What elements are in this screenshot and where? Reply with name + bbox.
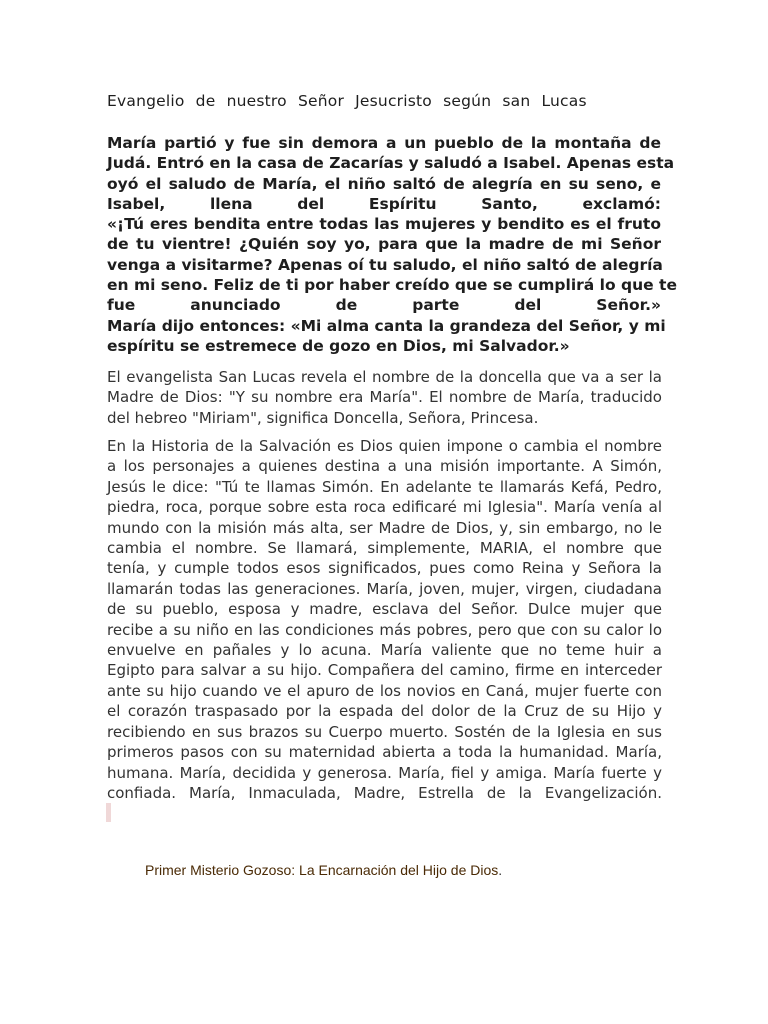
gospel-line: fue anunciado de parte del Señor.» (107, 296, 661, 315)
paragraph-line: de su pueblo, esposa y madre, esclava del Señor. Dulce mujer que (107, 600, 662, 619)
gospel-line: Judá. Entró en la casa de Zacarías y saludó a Isabel. Apenas esta (107, 154, 675, 173)
paragraph-line: del hebreo "Miriam", significa Doncella, Señora, Princesa. (107, 408, 539, 427)
paragraph-name-meaning (107, 367, 662, 428)
paragraph-line: En la Historia de la Salvación es Dios quien impone o cambia el nombre (107, 437, 662, 455)
paragraph-line: cambia el nombre. Se llamará, simplemente, MARIA, el nombre que (107, 539, 662, 558)
paragraph-line: humana. María, decidida y generosa. María, fiel y amiga. María fuerte y (107, 763, 662, 782)
paragraph-line: confiada. María, Inmaculada, Madre, Estrella de la Evangelización. (107, 783, 662, 802)
mystery-heading (145, 862, 502, 878)
paragraph-line: el corazón traspasado por la espada del dolor de la Cruz de su Hijo y (107, 702, 662, 721)
paragraph-line: ante su hijo cuando ve el apuro de los novios en Caná, mujer fuerte con (107, 681, 662, 700)
gospel-line: María dijo entonces: «Mi alma canta la grandeza del Señor, y mi (107, 316, 666, 335)
mystery-title: Primer Misterio Gozoso: La Encarnación del Hijo de Dios (145, 862, 499, 878)
paragraph-line: recibiendo en sus brazos su Cuerpo muerto. Sostén de la Iglesia en sus (107, 722, 662, 741)
gospel-reading (107, 133, 677, 356)
gospel-line: venga a visitarme? Apenas oí tu saludo, el niño saltó de alegría (107, 255, 663, 274)
paragraph-line: a los personajes a quienes destina a una misión importante. A Simón, (107, 457, 662, 476)
paragraph-line: primeros pasos con su maternidad abierta a toda la humanidad. María, (107, 743, 662, 762)
paragraph-line: recibe a su niño en las condiciones más pobres, pero que con su calor lo (107, 620, 662, 639)
paragraph-line: Jesús le dice: "Tú te llamas Simón. En adelante te llamarás Kefá, Pedro, (107, 477, 662, 496)
paragraph-line: Madre de Dios: "Y su nombre era María". El nombre de María, traducido (107, 388, 662, 407)
gospel-line: en mi seno. Feliz de ti por haber creído que se cumplirá lo que te (107, 276, 677, 295)
paragraph-line: Egipto para salvar a su hijo. Compañera del camino, firme en interceder (107, 661, 662, 680)
gospel-line: oyó el saludo de María, el niño saltó de alegría en su seno, e (107, 174, 661, 193)
gospel-line: «¡Tú eres bendita entre todas las mujeres y bendito es el fruto (107, 215, 661, 234)
gospel-line: María partió y fue sin demora a un pueblo de la montaña de (107, 134, 661, 152)
paragraph-line: mundo con la misión más alta, ser Madre de Dios, y, sin embargo, no le (107, 518, 662, 537)
paragraph-line: El evangelista San Lucas revela el nombre de la doncella que va a ser la (107, 368, 662, 386)
paragraph-salvation-history (107, 436, 662, 803)
gospel-line: espíritu se estremece de gozo en Dios, mi Salvador.» (107, 336, 570, 355)
gospel-line: Isabel, llena del Espíritu Santo, exclamó: (107, 194, 661, 213)
gospel-line: de tu vientre! ¿Quién soy yo, para que la madre de mi Señor (107, 235, 661, 254)
paragraph-line: piedra, roca, porque sobre esta roca edificaré mi Iglesia". María venía al (107, 498, 662, 517)
text-cursor-marker (106, 803, 111, 822)
paragraph-line: tenía, y cumple todos esos significados, pues como Reina y Señora la (107, 559, 662, 578)
paragraph-line: envuelve en pañales y lo acuna. María valiente que no teme huir a (107, 641, 662, 660)
paragraph-line: llamarán todas las generaciones. María, joven, mujer, virgen, ciudadana (107, 579, 662, 598)
mystery-period: . (498, 862, 503, 878)
gospel-heading: Evangelio de nuestro Señor Jesucristo según san Lucas (107, 92, 587, 110)
